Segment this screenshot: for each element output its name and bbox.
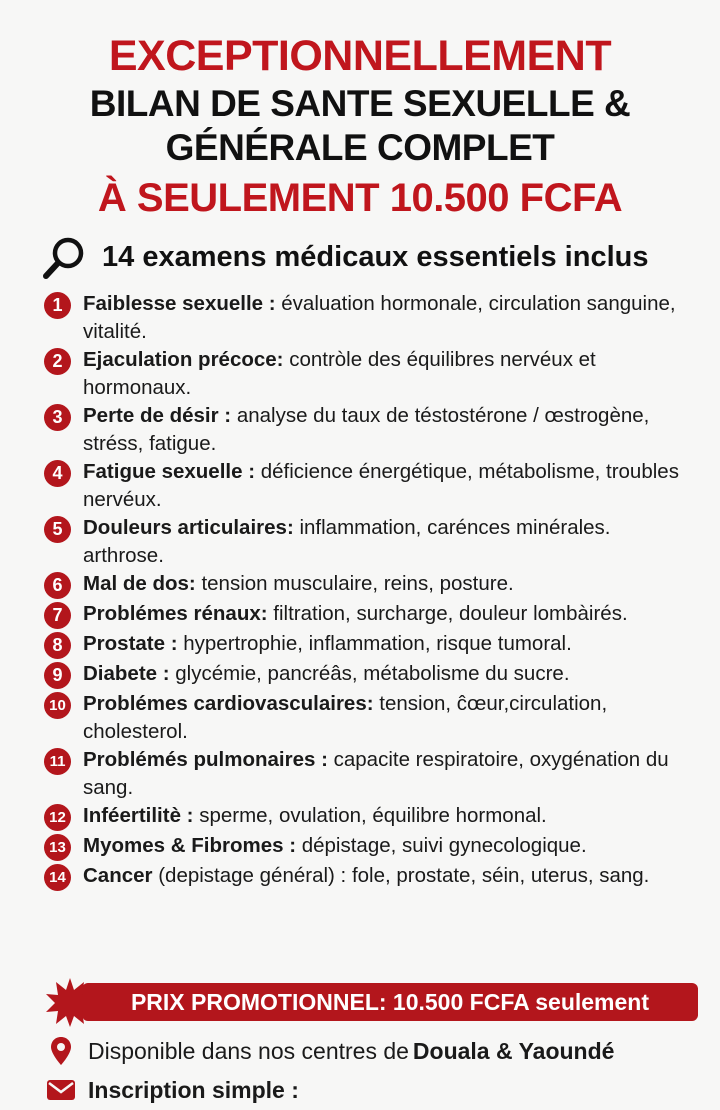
exam-list — [44, 290, 694, 891]
exam-item — [44, 514, 694, 569]
exam-text — [83, 600, 694, 628]
number-badge: 2 — [44, 348, 71, 375]
exam-item — [44, 802, 694, 831]
intro-text: 14 examens médicaux essentiels inclus — [102, 240, 649, 273]
number-badge: 9 — [44, 662, 71, 689]
exam-item — [44, 660, 694, 689]
exam-item — [44, 690, 694, 745]
exam-item — [44, 402, 694, 457]
exam-description: sperme, ovulation, équilibre hormonal. — [193, 804, 547, 827]
number-badge: 13 — [44, 834, 71, 861]
exam-text — [83, 802, 694, 830]
location-pin-icon — [46, 1036, 76, 1066]
exam-description: évaluation hormonale, circulation sanguine, vitalité. — [83, 292, 676, 343]
exam-item — [44, 746, 694, 801]
exam-title: Cancer — [83, 864, 153, 887]
intro-row — [42, 234, 720, 280]
exam-text — [83, 570, 694, 598]
exam-description: hypertrophie, inflammation, risque tumoral. — [177, 632, 572, 655]
number-badge: 6 — [44, 572, 71, 599]
exam-text — [83, 660, 694, 688]
exam-text — [83, 290, 694, 345]
starburst-icon — [44, 976, 96, 1028]
exam-title: Faiblesse sexuelle : — [83, 292, 276, 315]
exam-description: tension, ĉœur,circulation, cholesterol. — [83, 692, 608, 743]
exam-description: déficience énergétique, métabolisme, troubles nervéux. — [83, 460, 679, 511]
number-badge: 3 — [44, 404, 71, 431]
promo-banner — [44, 982, 698, 1022]
exam-title: Diabete : — [83, 662, 170, 685]
exam-item — [44, 832, 694, 861]
exam-description: filtration, surcharge, douleur lombàirés. — [267, 602, 628, 625]
exam-title: Douleurs articulaires: — [83, 516, 294, 539]
exam-title: Myomes & Fibromes : — [83, 834, 297, 857]
exam-title: Inféertilitè : — [83, 804, 194, 827]
number-badge: 11 — [44, 748, 71, 775]
location-row — [46, 1036, 614, 1066]
exam-description: inflammation, carénces minérales. arthrose. — [83, 516, 611, 567]
magnifier-icon — [42, 234, 88, 280]
number-badge: 7 — [44, 602, 71, 629]
exam-title: Fatigue sexuelle : — [83, 460, 256, 483]
headline-bilan: BILAN DE SANTE SEXUELLE & — [89, 83, 631, 124]
exam-item — [44, 570, 694, 599]
exam-text — [83, 746, 694, 801]
exam-item — [44, 346, 694, 401]
exam-description: analyse du taux de téstostérone / œstrogène, stréss, fatigue. — [83, 404, 650, 455]
signup-text: Inscription simple : — [88, 1076, 299, 1103]
exam-title: Problémes rénaux: — [83, 602, 268, 625]
exam-title: Problémes cardiovasculaires: — [83, 692, 374, 715]
exam-text — [83, 832, 694, 860]
exam-description: (depistage général) : fole, prostate, séin, uterus, sang. — [152, 864, 650, 887]
exam-text — [83, 690, 694, 745]
exam-title: Ejaculation précoce: — [83, 348, 284, 371]
exam-title: Mal de dos: — [83, 572, 196, 595]
exam-text — [83, 458, 694, 513]
exam-text — [83, 402, 694, 457]
location-text: Disponible dans nos centres de — [88, 1037, 409, 1064]
exam-text — [83, 514, 694, 569]
exam-description: dépistage, suivi gynecologique. — [296, 834, 587, 857]
number-badge: 14 — [44, 864, 71, 891]
exam-text — [83, 346, 694, 401]
exam-item — [44, 600, 694, 629]
exam-item — [44, 630, 694, 659]
exam-item — [44, 862, 694, 891]
number-badge: 8 — [44, 632, 71, 659]
exam-item — [44, 290, 694, 345]
exam-title: Problémés pulmonaires : — [83, 748, 328, 771]
exam-text — [83, 862, 694, 890]
exam-text — [83, 630, 694, 658]
promo-text: PRIX PROMOTIONNEL: 10.500 FCFA seulement — [82, 983, 698, 1021]
exam-description: glycémie, pancréâs, métabolisme du sucre. — [169, 662, 570, 685]
headline-price: À SEULEMENT 10.500 FCFA — [97, 176, 623, 220]
exam-title: Prostate : — [83, 632, 178, 655]
headline-generale: GÉNÉRALE COMPLET — [165, 127, 555, 168]
location-cities: Douala & Yaoundé — [412, 1037, 615, 1064]
number-badge: 12 — [44, 804, 71, 831]
number-badge: 1 — [44, 292, 71, 319]
exam-title: Perte de désir : — [83, 404, 232, 427]
number-badge: 10 — [44, 692, 71, 719]
number-badge: 5 — [44, 516, 71, 543]
exam-item — [44, 458, 694, 513]
exam-description: contròle des équilibres nervéux et hormonaux. — [83, 348, 596, 399]
headline-exceptionnellement: EXCEPTIONNELLEMENT — [108, 32, 612, 80]
exam-description: tension musculaire, reins, posture. — [195, 572, 514, 595]
exam-description: capacite respiratoire, oxygénation du sang. — [83, 748, 669, 799]
number-badge: 4 — [44, 460, 71, 487]
